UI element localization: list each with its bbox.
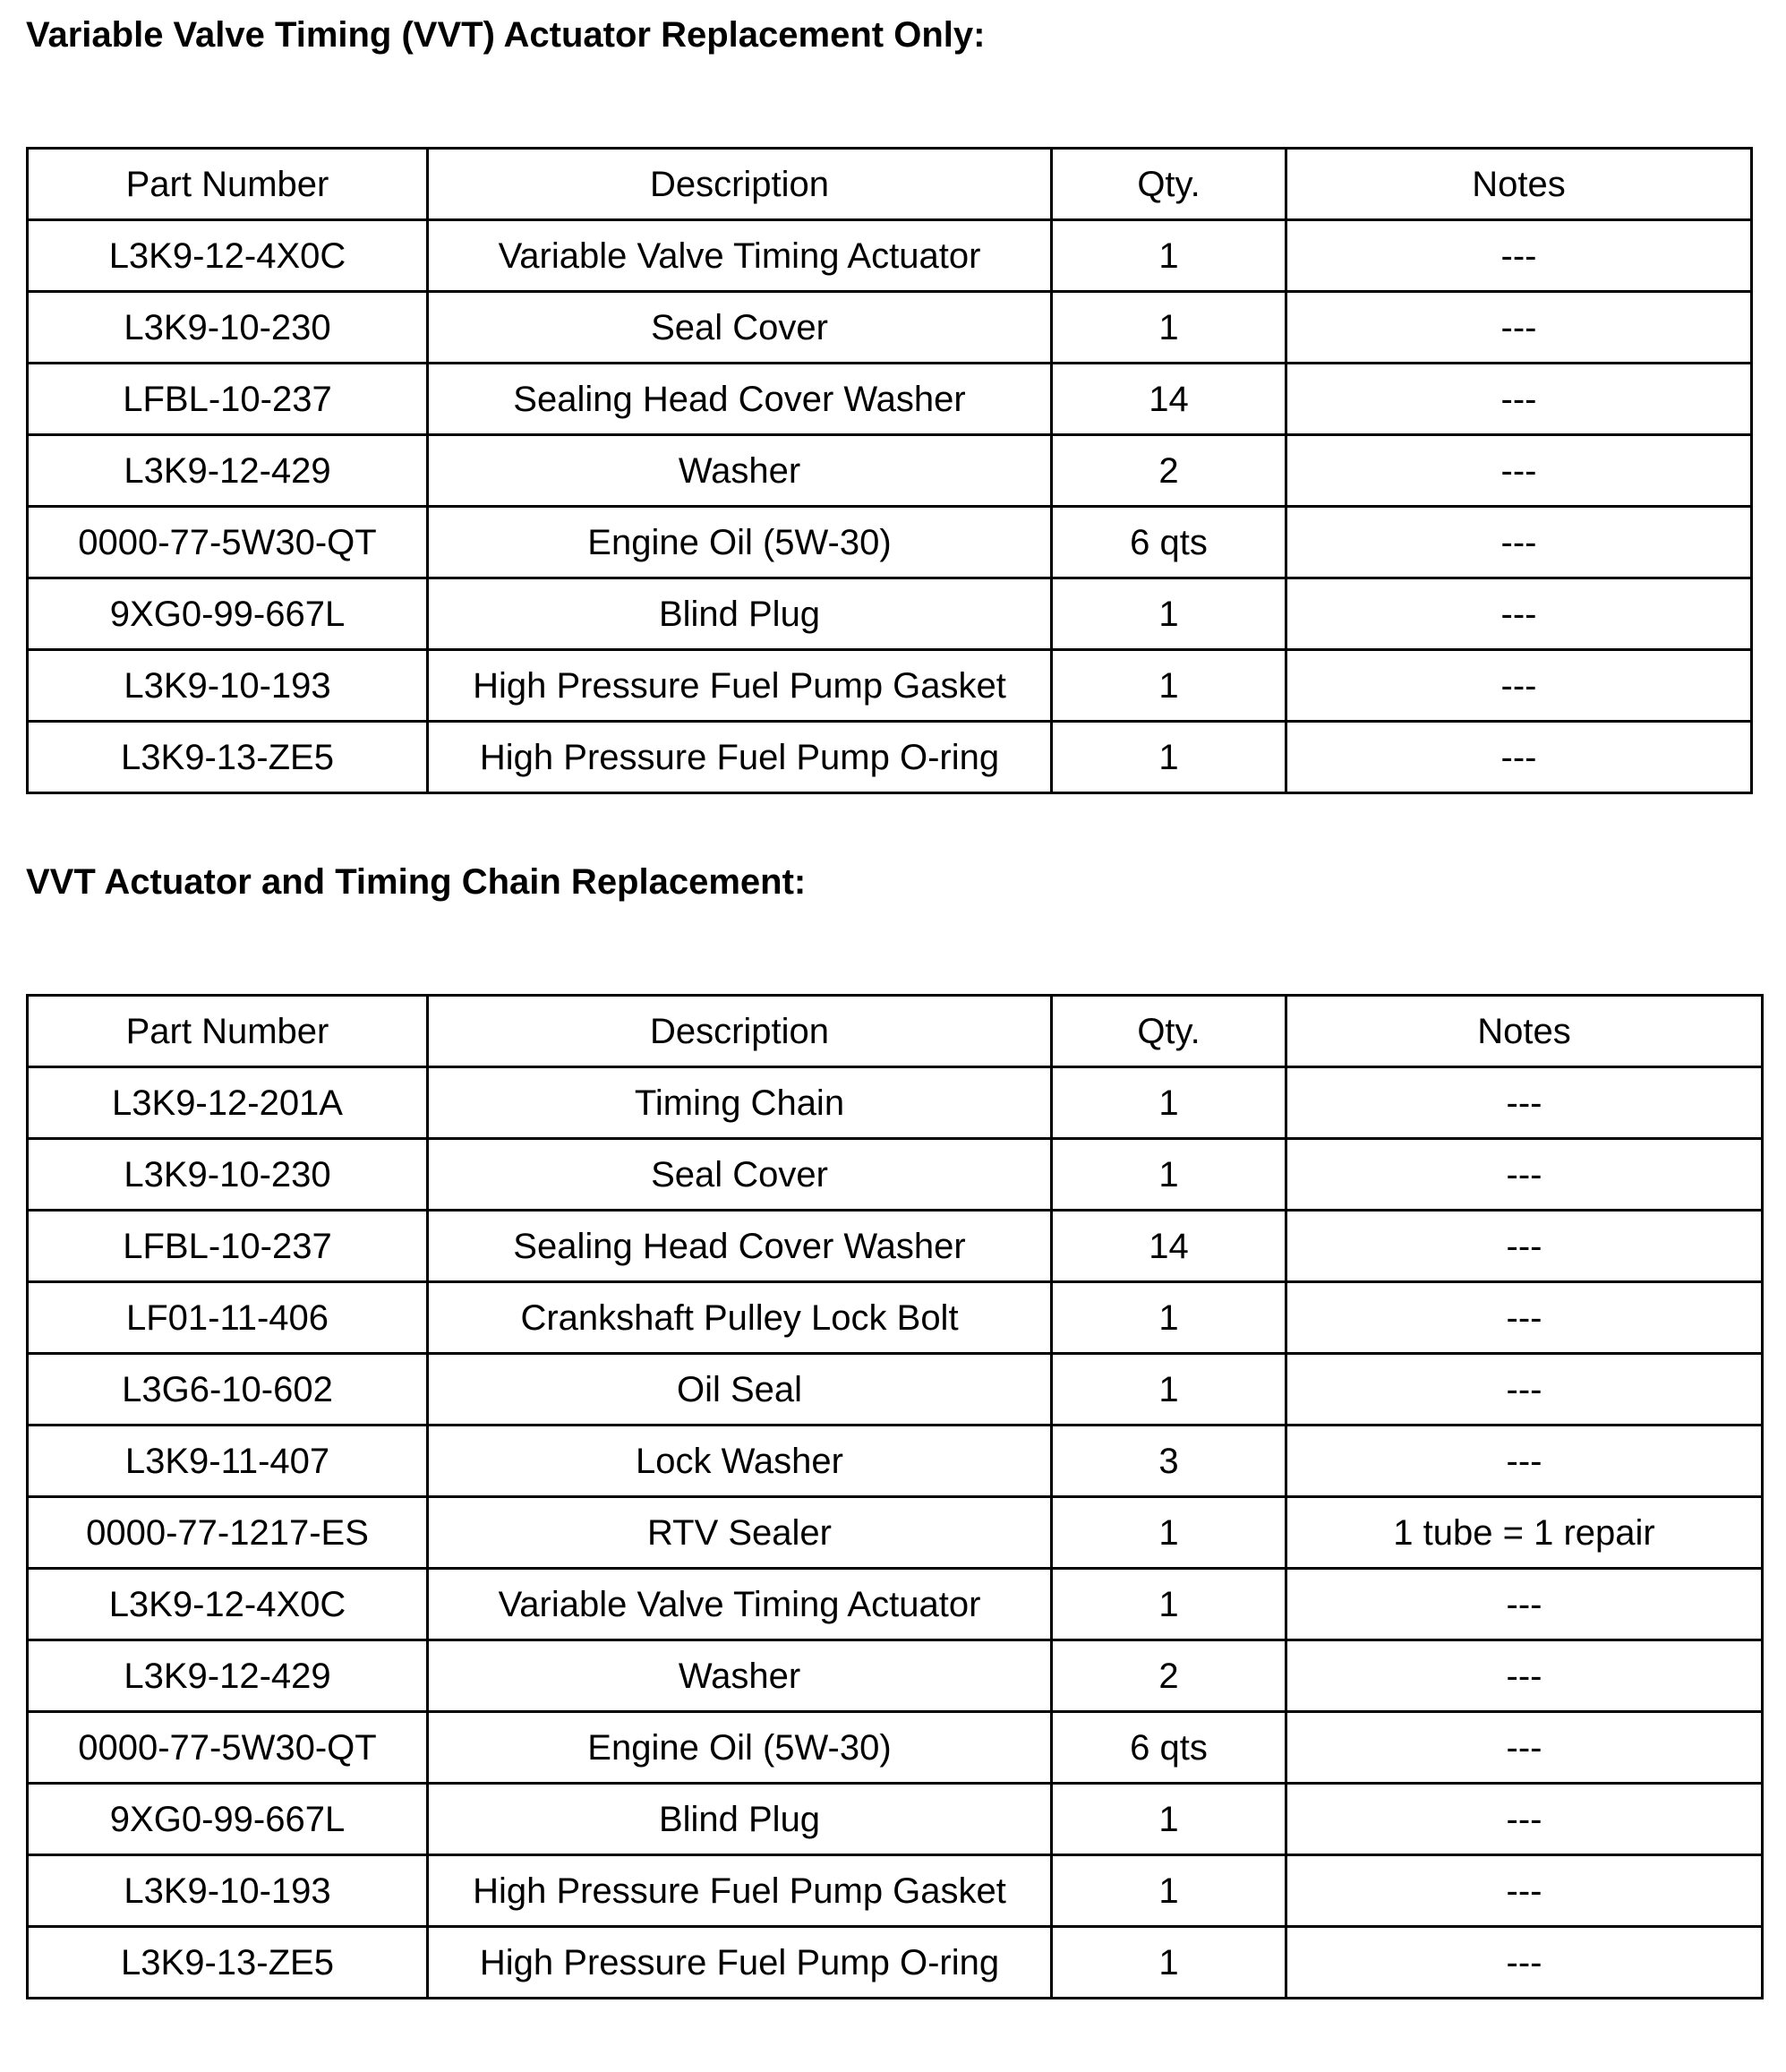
notes-cell: --- [1286, 650, 1752, 722]
part-number-cell: L3K9-11-407 [28, 1426, 428, 1497]
table-row [28, 1640, 1763, 1712]
notes-cell: --- [1286, 1067, 1763, 1139]
description-cell: High Pressure Fuel Pump O-ring [428, 722, 1052, 793]
qty-cell: 1 [1052, 1354, 1286, 1426]
qty-cell: 2 [1052, 1640, 1286, 1712]
part-number-cell: LFBL-10-237 [28, 1211, 428, 1282]
description-cell: Seal Cover [428, 292, 1052, 364]
table-row [28, 650, 1752, 722]
notes-cell: --- [1286, 220, 1752, 292]
table-row [28, 507, 1752, 578]
table-row [28, 1712, 1763, 1784]
qty-cell: 2 [1052, 435, 1286, 507]
notes-cell: --- [1286, 578, 1752, 650]
notes-cell: --- [1286, 1139, 1763, 1211]
notes-cell: --- [1286, 1712, 1763, 1784]
notes-cell: --- [1286, 1426, 1763, 1497]
table-row [28, 1855, 1763, 1927]
parts-table-vvt-and-timing-chain [26, 994, 1764, 1999]
part-number-cell: L3K9-13-ZE5 [28, 1927, 428, 1999]
qty-cell: 1 [1052, 1067, 1286, 1139]
part-number-cell: L3K9-10-193 [28, 650, 428, 722]
table-header-row [28, 996, 1763, 1067]
qty-cell: 1 [1052, 292, 1286, 364]
notes-cell: --- [1286, 1784, 1763, 1855]
description-cell: Lock Washer [428, 1426, 1052, 1497]
description-cell: High Pressure Fuel Pump Gasket [428, 1855, 1052, 1927]
qty-cell: 1 [1052, 1855, 1286, 1927]
qty-cell: 1 [1052, 1569, 1286, 1640]
notes-cell: --- [1286, 722, 1752, 793]
table-row [28, 435, 1752, 507]
section-title-vvt-actuator-only: Variable Valve Timing (VVT) Actuator Replacement Only: [26, 15, 986, 55]
description-cell: Oil Seal [428, 1354, 1052, 1426]
description-cell: Sealing Head Cover Washer [428, 1211, 1052, 1282]
notes-cell: --- [1286, 1855, 1763, 1927]
qty-cell: 14 [1052, 1211, 1286, 1282]
qty-cell: 6 qts [1052, 1712, 1286, 1784]
part-number-cell: L3K9-12-4X0C [28, 220, 428, 292]
notes-cell: --- [1286, 1927, 1763, 1999]
description-cell: Blind Plug [428, 578, 1052, 650]
qty-cell: 1 [1052, 1282, 1286, 1354]
qty-cell: 3 [1052, 1426, 1286, 1497]
part-number-cell: L3K9-12-429 [28, 435, 428, 507]
notes-cell: --- [1286, 364, 1752, 435]
qty-cell: 1 [1052, 1784, 1286, 1855]
description-cell: Variable Valve Timing Actuator [428, 1569, 1052, 1640]
description-cell: High Pressure Fuel Pump Gasket [428, 650, 1052, 722]
part-number-cell: L3G6-10-602 [28, 1354, 428, 1426]
table-header-row [28, 149, 1752, 220]
description-cell: Engine Oil (5W-30) [428, 1712, 1052, 1784]
part-number-cell: 0000-77-1217-ES [28, 1497, 428, 1569]
description-cell: Seal Cover [428, 1139, 1052, 1211]
description-cell: Engine Oil (5W-30) [428, 507, 1052, 578]
qty-cell: 1 [1052, 1927, 1286, 1999]
part-number-cell: 0000-77-5W30-QT [28, 507, 428, 578]
part-number-cell: 0000-77-5W30-QT [28, 1712, 428, 1784]
column-header-qty: Qty. [1052, 996, 1286, 1067]
section-title-vvt-and-timing-chain: VVT Actuator and Timing Chain Replacement: [26, 862, 807, 902]
description-cell: Washer [428, 1640, 1052, 1712]
column-header-notes: Notes [1286, 996, 1763, 1067]
qty-cell: 1 [1052, 578, 1286, 650]
qty-cell: 1 [1052, 722, 1286, 793]
part-number-cell: L3K9-10-230 [28, 292, 428, 364]
column-header-qty: Qty. [1052, 149, 1286, 220]
description-cell: RTV Sealer [428, 1497, 1052, 1569]
part-number-cell: L3K9-12-4X0C [28, 1569, 428, 1640]
table-row [28, 1282, 1763, 1354]
notes-cell: --- [1286, 1354, 1763, 1426]
notes-cell: --- [1286, 435, 1752, 507]
column-header-part-number: Part Number [28, 149, 428, 220]
qty-cell: 1 [1052, 220, 1286, 292]
notes-cell: --- [1286, 1569, 1763, 1640]
description-cell: Variable Valve Timing Actuator [428, 220, 1052, 292]
table-row [28, 1354, 1763, 1426]
description-cell: Sealing Head Cover Washer [428, 364, 1052, 435]
notes-cell: --- [1286, 507, 1752, 578]
description-cell: Washer [428, 435, 1052, 507]
notes-cell: --- [1286, 1640, 1763, 1712]
table-row [28, 1139, 1763, 1211]
description-cell: Timing Chain [428, 1067, 1052, 1139]
part-number-cell: L3K9-12-201A [28, 1067, 428, 1139]
description-cell: Crankshaft Pulley Lock Bolt [428, 1282, 1052, 1354]
table-row [28, 1426, 1763, 1497]
description-cell: Blind Plug [428, 1784, 1052, 1855]
table-row [28, 220, 1752, 292]
table-row [28, 1784, 1763, 1855]
column-header-description: Description [428, 149, 1052, 220]
table-row [28, 1569, 1763, 1640]
part-number-cell: L3K9-12-429 [28, 1640, 428, 1712]
qty-cell: 14 [1052, 364, 1286, 435]
part-number-cell: L3K9-10-230 [28, 1139, 428, 1211]
table-row [28, 364, 1752, 435]
notes-cell: 1 tube = 1 repair [1286, 1497, 1763, 1569]
part-number-cell: LFBL-10-237 [28, 364, 428, 435]
table-row [28, 1067, 1763, 1139]
part-number-cell: 9XG0-99-667L [28, 578, 428, 650]
column-header-description: Description [428, 996, 1052, 1067]
table-row [28, 722, 1752, 793]
notes-cell: --- [1286, 292, 1752, 364]
qty-cell: 1 [1052, 650, 1286, 722]
notes-cell: --- [1286, 1211, 1763, 1282]
part-number-cell: L3K9-10-193 [28, 1855, 428, 1927]
part-number-cell: L3K9-13-ZE5 [28, 722, 428, 793]
description-cell: High Pressure Fuel Pump O-ring [428, 1927, 1052, 1999]
table-row [28, 1211, 1763, 1282]
table-row [28, 1927, 1763, 1999]
part-number-cell: 9XG0-99-667L [28, 1784, 428, 1855]
column-header-notes: Notes [1286, 149, 1752, 220]
notes-cell: --- [1286, 1282, 1763, 1354]
table-row [28, 292, 1752, 364]
parts-table-vvt-actuator-only [26, 147, 1753, 794]
column-header-part-number: Part Number [28, 996, 428, 1067]
qty-cell: 1 [1052, 1497, 1286, 1569]
qty-cell: 1 [1052, 1139, 1286, 1211]
part-number-cell: LF01-11-406 [28, 1282, 428, 1354]
table-row [28, 578, 1752, 650]
table-row [28, 1497, 1763, 1569]
qty-cell: 6 qts [1052, 507, 1286, 578]
